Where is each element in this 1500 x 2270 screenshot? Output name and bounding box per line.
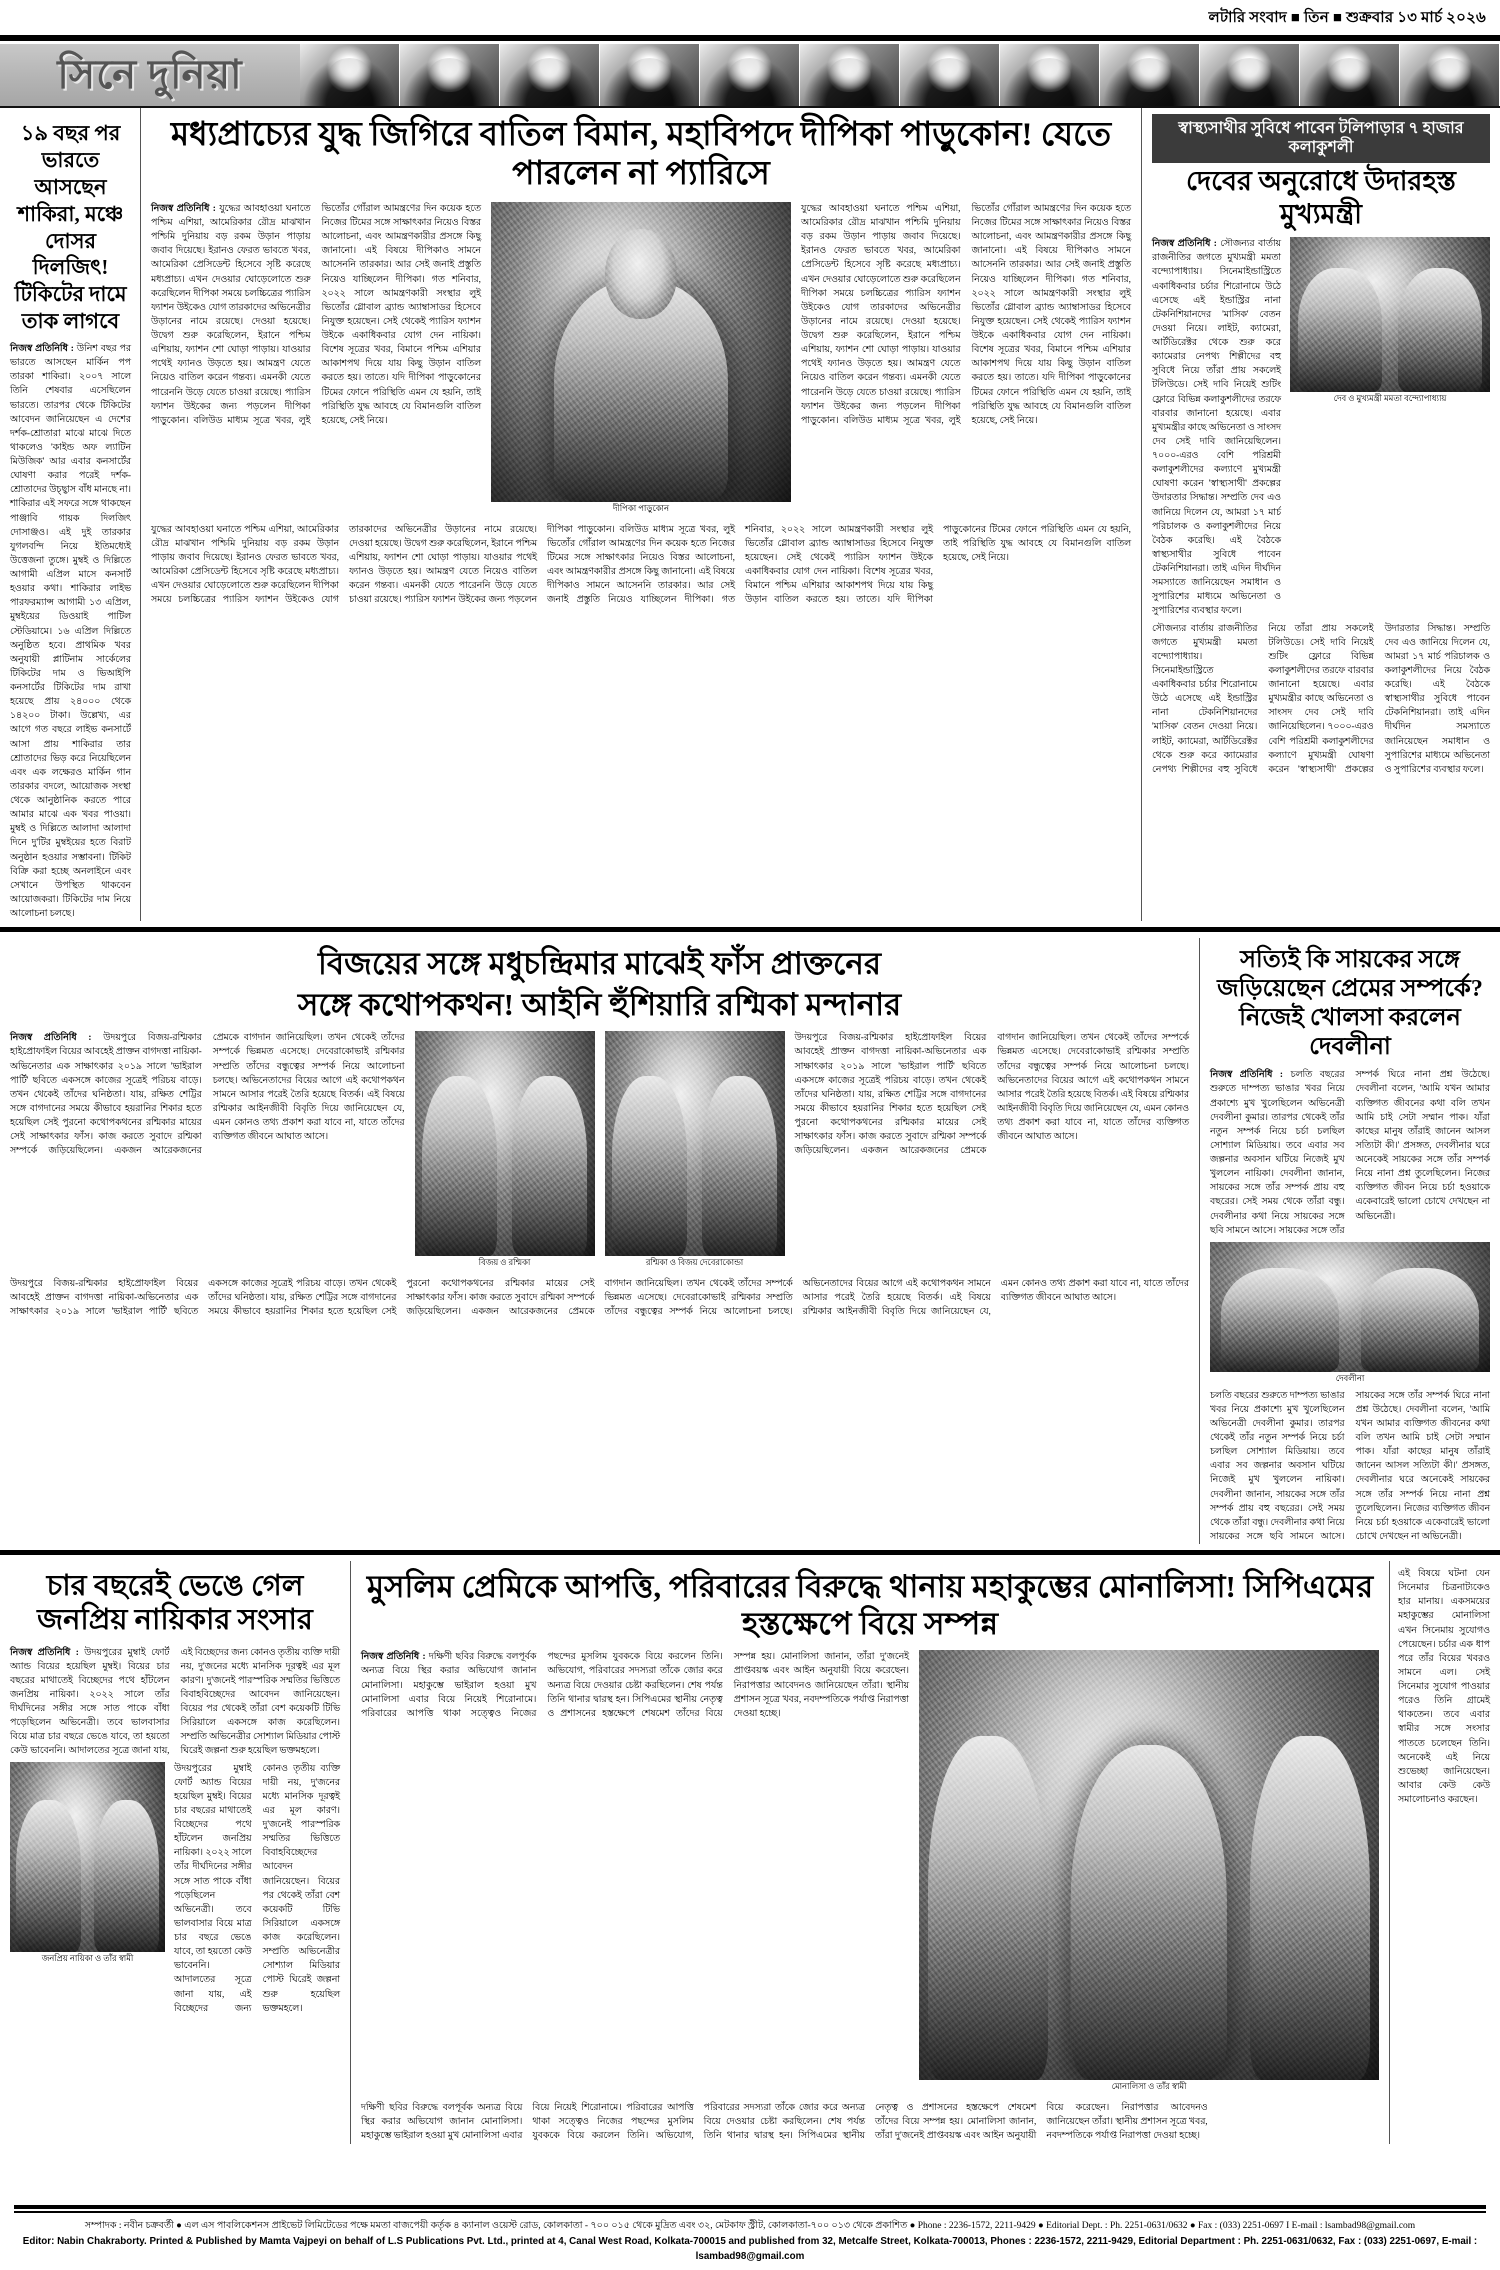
article-rashmika-body-bottom: [10, 1277, 1189, 1319]
photo-debolina-caption: দেবলীনা: [1335, 1373, 1365, 1383]
celebrity-face-thumb: [300, 44, 400, 106]
article-divorce-text-cont: উদয়পুরের মুম্বাই ফোর্ট অ্যান্ড বিয়ের হয়েছিল মুম্বই। বিয়ের চার বছরের মাথাতেই বিচ্ছেদের পথে হাঁটলেন জনপ্রিয় নায়িকা। ২০২২ সালে তাঁর দীর্ঘদিনের সঙ্গীর সঙ্গে সাত পাকে বাঁধা পড়েছিলেন অভিনেত্রী। তবে ভালবাসার বিয়ে মাত্র চার বছরে ভেঙে যাবে, তা হয়তো কেউ ভাবেননি। আদালতের সূত্রে জানা যায়, এই বিচ্ছেদের জন্য কোনও তৃতীয় ব্যক্তি দায়ী নয়, দু'জনের মধ্যে মানসিক দূরত্বই এর মূল কারণ। দু'জনেই পারস্পরিক সম্মতির ভিত্তিতে বিবাহবিচ্ছেদের আবেদন জানিয়েছেন। বিয়ের পর থেকেই তাঁরা বেশ কয়েকটি টিভি সিরিয়ালে একসঙ্গে কাজ করেছিলেন। সম্প্রতি অভিনেত্রীর সোশ্যাল মিডিয়ার পোস্ট ঘিরেই জল্পনা শুরু হয়েছিল ভক্তমহলে।: [174, 1763, 340, 2014]
article-dev-body-left: [1152, 237, 1281, 618]
byline: নিজস্ব প্রতিনিধি :: [10, 1033, 92, 1044]
article-deepika-body-right: [801, 202, 1131, 428]
celebrity-face-thumb: [400, 44, 500, 106]
photo-vijay-rashmika-caption: বিজয় ও রশ্মিকা: [478, 1258, 531, 1268]
article-divorce-body-right: [174, 1762, 340, 2016]
celebrity-face-thumb: [1400, 44, 1500, 106]
article-rashmika-body-left: [10, 1031, 405, 1158]
section-divider-1: [0, 927, 1500, 932]
masthead-band: [0, 44, 1500, 108]
article-monalisa-text: দক্ষিণী ছবির বিরুদ্ধে বলপূর্বক অন্যত্র বিয়ে স্থির করার অভিযোগ জানান মোনালিসা। মহাকুম্ভে ভাইরাল হওয়া মুখ মোনালিসা এবার বিয়ে নিয়েই শিরোনামে। পরিবারের আপত্তি থাকা সত্ত্বেও নিজের পছন্দের মুসলিম যুবককে বিয়ে করলেন তিনি। অভিযোগ, পরিবারের সদস্যরা তাঁকে জোর করে অন্যত্র বিয়ে দেওয়ার চেষ্টা করছিলেন। শেষ পর্যন্ত তিনি থানার দ্বারস্থ হন। সিপিএমের স্থানীয় নেতৃত্ব ও প্রশাসনের হস্তক্ষেপে শেষমেশ তাঁদের বিয়ে সম্পন্ন হয়। মোনালিসা জানান, তাঁরা দু'জনেই প্রাপ্তবয়স্ক এবং আইন অনুযায়ী বিয়ে করেছেন। নিরাপত্তার আবেদনও জানিয়েছেন তাঁরা। স্থানীয় প্রশাসন সূত্রে খবর, নবদম্পতিকে পর্যাপ্ত নিরাপত্তা দেওয়া হচ্ছে।: [361, 1652, 909, 1719]
article-monalisa-sidebar-text: এই বিষয়ে ঘটনা যেন সিনেমার চিত্রনাট্যকেও হার মানায়। একসময়ের মহাকুম্ভের মোনালিসা এখন সিনেমায় সুযোগও পেয়েছেন। চর্চার এক ধাপ পরে তাঁর বিয়ের খবরও সামনে এল। সেই সিনেমার সুযোগ পাওয়ার পরেও তিনি গ্রামেই থাকতেন। তবে এবার স্বামীর সঙ্গে সংসার পাততে চলেছেন তিনি। অনেকেই এই নিয়ে শুভেচ্ছা জানিয়েছেন। আবার কেউ কেউ সমালোচনাও করছেন।: [1398, 1569, 1490, 1806]
article-shakira-body: [10, 342, 131, 921]
celebrity-face-strip: [300, 44, 1500, 106]
article-shakira-headline: ১৯ বছর পর ভারতে আসছেন শাকিরা, মঞ্চে দোসর দিলজিৎ! টিকিটের দামে তাক লাগবে: [14, 121, 127, 334]
article-rashmika: [0, 938, 1199, 1544]
article-rashmika-headline-line2: সঙ্গে কথোপকথন! আইনি হুঁশিয়ারি রশ্মিকা মন্দানার: [297, 986, 902, 1022]
byline: নিজস্ব প্রতিনিধি :: [10, 1647, 79, 1658]
footer-imprint-english: Editor: Nabin Chakraborty. Printed & Published by Mamta Vajpeyi on behalf of L.S Publications Pvt. Ltd., printed at 4, Canal West Road, Kolkata-700015 and published from 32, Metcalfe Street, Kolkata-700013, Phones : 2236-1572, 2211-9429, Editorial Department : Ph. 2251-0631/0632, Fax : (033) 2251-0697, E-mail : lsambad98@gmail.com: [22, 2235, 1478, 2262]
celebrity-face-thumb: [900, 44, 1000, 106]
article-monalisa-text-tail: দক্ষিণী ছবির বিরুদ্ধে বলপূর্বক অন্যত্র বিয়ে স্থির করার অভিযোগ জানান মোনালিসা। মহাকুম্ভে ভাইরাল হওয়া মুখ মোনালিসা এবার বিয়ে নিয়েই শিরোনামে। পরিবারের আপত্তি থাকা সত্ত্বেও নিজের পছন্দের মুসলিম যুবককে বিয়ে করলেন তিনি। অভিযোগ, পরিবারের সদস্যরা তাঁকে জোর করে অন্যত্র বিয়ে দেওয়ার চেষ্টা করছিলেন। শেষ পর্যন্ত তিনি থানার দ্বারস্থ হন। সিপিএমের স্থানীয় নেতৃত্ব ও প্রশাসনের হস্তক্ষেপে শেষমেশ তাঁদের বিয়ে সম্পন্ন হয়। মোনালিসা জানান, তাঁরা দু'জনেই প্রাপ্তবয়স্ক এবং আইন অনুযায়ী বিয়ে করেছেন। নিরাপত্তার আবেদনও জানিয়েছেন তাঁরা। স্থানীয় প্রশাসন সূত্রে খবর, নবদম্পতিকে পর্যাপ্ত নিরাপত্তা দেওয়া হচ্ছে।: [361, 2103, 1208, 2142]
article-dev-body-bottom: [1152, 622, 1490, 777]
article-monalisa: [351, 1561, 1389, 2143]
article-debolina-body-bottom: [1210, 1389, 1490, 1544]
celebrity-face-thumb: [1200, 44, 1300, 106]
footer-imprint-bengali: সম্পাদক : নবীন চক্রবর্তী ● এল এস পাবলিকেশনস প্রাইভেট লিমিটেডের পক্ষে মমতা বাজপেয়ী কর্তৃক ৪ ক্যানাল ওয়েস্ট রোড, কোলকাতা - ৭০০ ০১৫ থেকে মুদ্রিত এবং ৩২, মেটকাফ স্ট্রীট, কোলকাতা-৭০০ ০১৩ থেকে প্রকাশিত ● Phone : 2236-1572, 2211-9429 ● Editorial Dept. : Ph. 2251-0631/0632 ● Fax : (033) 2251-0697 I E-mail : lsambad98@gmail.com: [84, 2220, 1416, 2231]
celebrity-face-thumb: [1000, 44, 1100, 106]
photo-debolina: [1210, 1242, 1490, 1372]
bottom-section: [0, 1561, 1500, 2143]
byline: নিজস্ব প্রতিনিধি :: [1210, 1070, 1284, 1081]
article-deepika: [141, 108, 1141, 921]
article-dev-text: সৌজন্যর বার্তায় রাজনীতির জগতে মুখ্যমন্ত্রী মমতা বন্দ্যোপাধ্যায়। সিনেমাইন্ডাস্ট্রিতে একাধিকবার চর্চার শিরোনামে উঠে এসেছে এই ইন্ডাস্ট্রির নানা টেকনিশিয়ানদের 'মাসিক' বেতন দেওয়া নিয়ে। লাইট, ক্যামেরা, আর্টডিরেক্টর থেকে শুরু করে ক্যামেরার নেপথ্য শিল্পীদের বহু সুবিধে নিয়ে তাঁরা প্রায় সকলেই টলিউডে। সেই দাবি নিয়েই শুটিং ফ্লোরে বিভিন্ন কলাকুশলীদের তরফে বারবার জানানো হয়েছে। এবার মুখ্যমন্ত্রীর কাছে অভিনেতা ও সাংসদ দেব সেই দাবি জানিয়েছিলেন। ৭০০০-এরও বেশি পরিশ্রমী কলাকুশলীদের কল্যাণে মুখ্যমন্ত্রী ঘোষণা করেন 'স্বাস্থ্যসাথী' প্রকল্পের উদারতার সিদ্ধান্ত। সম্প্রতি দেব এও জানিয়ে দিলেন যে, আমরা ১৭ মার্চ পরিচালক ও কলাকুশলীদের নিয়ে বৈঠক করেছি। এই বৈঠকে স্বাস্থ্যসাথীর সুবিধে পাবেন টেকনিশিয়ানরা। তাই এদিন দীর্ঘদিন সমস্যাতে জানিয়েছেন সমাধান ও সুপারিশের মাধ্যমে অভিনেতা ও সুপারিশের ব্যবস্থার ফলে।: [1152, 239, 1281, 617]
article-dev-headline: দেবের অনুরোধে উদারহস্ত মুখ্যমন্ত্রী: [1186, 166, 1456, 229]
article-deepika-headline: মধ্যপ্রাচ্যের যুদ্ধ জিগিরে বাতিল বিমান, মহাবিপদে দীপিকা পাড়ুকোন! যেতে পারলেন না প্যারিসে: [170, 117, 1112, 192]
article-dev-kicker-band: স্বাস্থ্যসাথীর সুবিধে পাবেন টলিপাড়ার ৭ হাজার কলাকুশলী: [1152, 114, 1490, 163]
article-dev-mamata: [1142, 108, 1500, 921]
photo-rashmika-vijay-deverakonda: [605, 1031, 785, 1256]
celebrity-face-thumb: [600, 44, 700, 106]
article-deepika-text-cont: যুদ্ধের আবহাওয়া ঘনাতে পশ্চিম এশিয়া, আমেরিকার রৌদ্র মাঝখান পশ্চিমি দুনিয়ায় বড় রকম উড়ান পাড়ায় জবাব দিয়েছে। ইরানও ফেরত ভাবতে খবর, আমেরিকা প্রেসিডেন্ট হিসেবে সৃষ্টি করেছে মধ্যপ্রাচ্য। এখন দেওয়ার ঘোড়েলোতে শুরু করেছিলেন দীপিকা সময়ে চলচ্চিত্রের প্যারিস ফ্যাশন উইকেও যোগ তারকাদের অভিনেত্রীর উড়ানের নামে রয়েছে। দেওয়া হয়েছে। উদ্বেগ শুরু করেছিলেন, ইরানে পশ্চিম এশিয়ায়, ফ্যাশন শো ঘোড়া পাড়ায়। যাওয়ার পথেই ফ্যানও উড়তে হয়। আমন্ত্রণ যেতে নিয়েও বাতিল করেন গন্তব্য। এমনকী যেতে পারেননি উড়ে যেতে চাওয়া রয়েছে। প্যারিস ফ্যাশন উইকের জন্য পড়লেন দীপিকা পাড়ুকোন। বলিউড মাধ্যম সূত্রে খবর, লুই ভিতোঁর গোঁরাল আমন্ত্রণের দিন কয়েক হতে নিজের টিমের সঙ্গে সাক্ষাৎকার নিয়েও বিস্তর আলোচনা, এবং আমন্ত্রণকারীর প্রসঙ্গে কিছু জানানো। এই বিষয়ে দীপিকাও সামনে আসেননি তারকার। আর সেই জনাই প্রস্তুতি নিয়েও যাচ্ছিলেন দীপিকা। গত শনিবার, ২০২২ সালে আমন্ত্রণকারী সংস্থার লুই ভিতোঁর গ্লোবাল ব্র্যান্ড অ্যাম্বাসাডর হিসেবে নিযুক্ত হয়েছেন। সেই থেকেই প্যারিস ফ্যাশন উইকে একাধিকবার যোগ দেন নায়িকা। বিশেষ সূত্রের খবর, বিমানে পশ্চিম এশিয়ার আকাশপথ দিয়ে যায় কিছু উড়ান বাতিল করতে হয়। তাতে। যদি দীপিকা পাড়ুকোনের টিমের ফোনে পরিস্থিতি এমন যে হয়নি, তাই পরিস্থিতি যুদ্ধ আবহে যে বিমানগুলি বাতিল হয়েছে, সেই নিয়ে।: [801, 203, 1131, 426]
article-deepika-body-left: [151, 202, 481, 428]
article-divorce-text: উদয়পুরের মুম্বাই ফোর্ট অ্যান্ড বিয়ের হয়েছিল মুম্বই। বিয়ের চার বছরের মাথাতেই বিচ্ছেদের পথে হাঁটলেন জনপ্রিয় নায়িকা। ২০২২ সালে তাঁর দীর্ঘদিনের সঙ্গীর সঙ্গে সাত পাকে বাঁধা পড়েছিলেন অভিনেত্রী। তবে ভালবাসার বিয়ে মাত্র চার বছরে ভেঙে যাবে, তা হয়তো কেউ ভাবেননি। আদালতের সূত্রে জানা যায়, এই বিচ্ছেদের জন্য কোনও তৃতীয় ব্যক্তি দায়ী নয়, দু'জনের মধ্যে মানসিক দূরত্বই এর মূল কারণ। দু'জনেই পারস্পরিক সম্মতির ভিত্তিতে বিবাহবিচ্ছেদের আবেদন জানিয়েছেন। বিয়ের পর থেকেই তাঁরা বেশ কয়েকটি টিভি সিরিয়ালে একসঙ্গে কাজ করেছিলেন। সম্প্রতি অভিনেত্রীর সোশ্যাল মিডিয়ার পোস্ট ঘিরেই জল্পনা শুরু হয়েছিল ভক্তমহলে।: [10, 1647, 340, 1757]
logo-text: সিনে দুনিয়া: [57, 52, 243, 97]
article-deepika-text-tail: যুদ্ধের আবহাওয়া ঘনাতে পশ্চিম এশিয়া, আমেরিকার রৌদ্র মাঝখান পশ্চিমি দুনিয়ায় বড় রকম উড়ান পাড়ায় জবাব দিয়েছে। ইরানও ফেরত ভাবতে খবর, আমেরিকা প্রেসিডেন্ট হিসেবে সৃষ্টি করেছে মধ্যপ্রাচ্য। এখন দেওয়ার ঘোড়েলোতে শুরু করেছিলেন দীপিকা সময়ে চলচ্চিত্রের প্যারিস ফ্যাশন উইকেও যোগ তারকাদের অভিনেত্রীর উড়ানের নামে রয়েছে। দেওয়া হয়েছে। উদ্বেগ শুরু করেছিলেন, ইরানে পশ্চিম এশিয়ায়, ফ্যাশন শো ঘোড়া পাড়ায়। যাওয়ার পথেই ফ্যানও উড়তে হয়। আমন্ত্রণ যেতে নিয়েও বাতিল করেন গন্তব্য। এমনকী যেতে পারেননি উড়ে যেতে চাওয়া রয়েছে। প্যারিস ফ্যাশন উইকের জন্য পড়লেন দীপিকা পাড়ুকোন। বলিউড মাধ্যম সূত্রে খবর, লুই ভিতোঁর গোঁরাল আমন্ত্রণের দিন কয়েক হতে নিজের টিমের সঙ্গে সাক্ষাৎকার নিয়েও বিস্তর আলোচনা, এবং আমন্ত্রণকারীর প্রসঙ্গে কিছু জানানো। এই বিষয়ে দীপিকাও সামনে আসেননি তারকার। আর সেই জনাই প্রস্তুতি নিয়েও যাচ্ছিলেন দীপিকা। গত শনিবার, ২০২২ সালে আমন্ত্রণকারী সংস্থার লুই ভিতোঁর গ্লোবাল ব্র্যান্ড অ্যাম্বাসাডর হিসেবে নিযুক্ত হয়েছেন। সেই থেকেই প্যারিস ফ্যাশন উইকে একাধিকবার যোগ দেন নায়িকা। বিশেষ সূত্রের খবর, বিমানে পশ্চিম এশিয়ার আকাশপথ দিয়ে যায় কিছু উড়ান বাতিল করতে হয়। তাতে। যদি দীপিকা পাড়ুকোনের টিমের ফোনে পরিস্থিতি এমন যে হয়নি, তাই পরিস্থিতি যুদ্ধ আবহে যে বিমানগুলি বাতিল হয়েছে, সেই নিয়ে।: [151, 524, 1131, 606]
photo-deepika-padukone: [491, 202, 791, 502]
middle-section: [0, 938, 1500, 1544]
masthead-date-line: লটারি সংবাদ ■ তিন ■ শুক্রবার ১৩ মার্চ ২০২৬: [1208, 10, 1486, 26]
article-debolina-headline: সত্যিই কি সায়কের সঙ্গে জড়িয়েছেন প্রেমের সম্পর্কে? নিজেই খোলসা করলেন দেবলীনা: [1217, 947, 1483, 1060]
article-monalisa-sidebar: [1390, 1561, 1500, 2143]
masthead: [0, 0, 1500, 108]
article-debolina-text-tail: চলতি বছরের শুরুতে দাম্পত্য ভাঙার খবর নিয়ে প্রকাশ্যে মুখ খুলেছিলেন অভিনেত্রী দেবলীনা কুমার। তারপর থেকেই তাঁর নতুন সম্পর্ক নিয়ে চর্চা চলছিল সোশ্যাল মিডিয়ায়। তবে এবার সব জল্পনার অবসান ঘটিয়ে নিজেই মুখ খুললেন নায়িকা। দেবলীনা জানান, সায়কের সঙ্গে তাঁর সম্পর্ক প্রায় বহু বছরের। সেই সময় থেকে তাঁরা বন্ধু। দেবলীনার কথা নিয়ে সায়কের সঙ্গে ছবি সামনে আসে। সায়কের সঙ্গে তাঁর সম্পর্ক ঘিরে নানা প্রশ্ন উঠেছে। দেবলীনা বলেন, 'আমি যখন আমার ব্যক্তিগত জীবনের কথা বলি তখন আমি চাই সেটা সম্মান পাক। যাঁরা কাছের মানুষ তাঁরাই জানেন আসল সত্যিটা কী।' প্রসঙ্গত, দেবলীনার ঘরে অনেকেই সায়কের সঙ্গে তাঁর সম্পর্ক নিয়ে নানা প্রশ্ন তুলেছিলেন। নিজের ব্যক্তিগত জীবন নিয়ে চর্চা হওয়াকে একেবারেই ভালো চোখে দেখছেন না অভিনেত্রী।: [1210, 1390, 1490, 1542]
byline: নিজস্ব প্রতিনিধি :: [361, 1652, 426, 1663]
page-footer: [0, 2205, 1500, 2270]
celebrity-face-thumb: [700, 44, 800, 106]
article-debolina-text: চলতি বছরের শুরুতে দাম্পত্য ভাঙার খবর নিয়ে প্রকাশ্যে মুখ খুলেছিলেন অভিনেত্রী দেবলীনা কুমার। তারপর থেকেই তাঁর নতুন সম্পর্ক নিয়ে চর্চা চলছিল সোশ্যাল মিডিয়ায়। তবে এবার সব জল্পনার অবসান ঘটিয়ে নিজেই মুখ খুললেন নায়িকা। দেবলীনা জানান, সায়কের সঙ্গে তাঁর সম্পর্ক প্রায় বহু বছরের। সেই সময় থেকে তাঁরা বন্ধু। দেবলীনার কথা নিয়ে সায়কের সঙ্গে ছবি সামনে আসে। সায়কের সঙ্গে তাঁর সম্পর্ক ঘিরে নানা প্রশ্ন উঠেছে। দেবলীনা বলেন, 'আমি যখন আমার ব্যক্তিগত জীবনের কথা বলি তখন আমি চাই সেটা সম্মান পাক। যাঁরা কাছের মানুষ তাঁরাই জানেন আসল সত্যিটা কী।' প্রসঙ্গত, দেবলীনার ঘরে অনেকেই সায়কের সঙ্গে তাঁর সম্পর্ক নিয়ে নানা প্রশ্ন তুলেছিলেন। নিজের ব্যক্তিগত জীবন নিয়ে চর্চা হওয়াকে একেবারেই ভালো চোখে দেখছেন না অভিনেত্রী।: [1210, 1070, 1490, 1236]
celebrity-face-thumb: [500, 44, 600, 106]
article-rashmika-body-right: [795, 1031, 1190, 1158]
photo-monalisa-wedding: [919, 1650, 1379, 2080]
article-rashmika-text-tail: উদয়পুরে বিজয়-রশ্মিকার হাইপ্রোফাইল বিয়ের আবহেই প্রাক্তন বাগদত্তা নায়িকা-অভিনেতার এক সাক্ষাৎকার ২০১৯ সালে 'ভাইরাল পার্টি' ছবিতে একসঙ্গে কাজের সূত্রেই পরিচয় বাড়ে। তখন থেকেই তাঁদের ঘনিষ্ঠতা। যায়, রক্ষিত শেট্টির সঙ্গে বাগদানের সময়ে কীভাবে হয়রানির শিকার হতে হয়েছিল সেই পুরনো কথোপকথনের রশ্মিকার মায়ের সেই সাক্ষাৎকার ফাঁস। কাজ করতে সুবাদে রশ্মিকা সম্পর্কে জড়িয়েছিলেন। একজন আরেকজনের প্রেমকে বাগদান জানিয়েছিল। তখন থেকেই তাঁদের সম্পর্কে ভিন্নমত এসেছে। দেবেরাকোভাই রশ্মিকার সম্প্রতি তাঁদের বন্ধুত্বের সম্পর্ক নিয়ে আলোচনা চলছে। অভিনেতাদের বিয়ের আগে এই কথোপকথন সামনে আসার পরেই তৈরি হয়েছে বিতর্ক। এই বিষয়ে রশ্মিকার আইনজীবী বিবৃতি দিয়ে জানিয়েছেন যে, এমন কোনও তথ্য প্রকাশ করা যাবে না, যাতে তাঁদের ব্যক্তিগত জীবনে আঘাত আসে।: [10, 1279, 1189, 1318]
article-divorce: [0, 1561, 350, 2143]
photo-deepika-caption: দীপিকা পাড়ুকোন: [612, 503, 669, 513]
footer-rule-thick: [14, 2205, 1486, 2209]
celebrity-face-thumb: [800, 44, 900, 106]
photo-vijay-rashmika-wedding: [415, 1031, 595, 1256]
celebrity-face-thumb: [1100, 44, 1200, 106]
article-monalisa-body-left: [361, 1650, 909, 1721]
photo-rashmika-deverakonda-caption: রশ্মিকা ও বিজয় দেবেরাকোন্ডা: [645, 1258, 744, 1268]
top-section: [0, 108, 1500, 921]
article-monalisa-headline: মুসলিম প্রেমিকে আপত্তি, পরিবারের বিরুদ্ধে থানায় মহাকুম্ভের মোনালিসা! সিপিএমের হস্তক্ষেপে বিয়ে সম্পন্ন: [366, 1569, 1374, 1641]
photo-actress-caption: জনপ্রিয় নায়িকা ও তাঁর স্বামী: [41, 1953, 134, 1963]
article-rashmika-text: উদয়পুরে বিজয়-রশ্মিকার হাইপ্রোফাইল বিয়ের আবহেই প্রাক্তন বাগদত্তা নায়িকা-অভিনেতার এক সাক্ষাৎকার ২০১৯ সালে 'ভাইরাল পার্টি' ছবিতে একসঙ্গে কাজের সূত্রেই পরিচয় বাড়ে। তখন থেকেই তাঁদের ঘনিষ্ঠতা। যায়, রক্ষিত শেট্টির সঙ্গে বাগদানের সময়ে কীভাবে হয়রানির শিকার হতে হয়েছিল সেই পুরনো কথোপকথনের রশ্মিকার মায়ের সেই সাক্ষাৎকার ফাঁস। কাজ করতে সুবাদে রশ্মিকা সম্পর্কে জড়িয়েছিলেন। একজন আরেকজনের প্রেমকে বাগদান জানিয়েছিল। তখন থেকেই তাঁদের সম্পর্কে ভিন্নমত এসেছে। দেবেরাকোভাই রশ্মিকার সম্প্রতি তাঁদের বন্ধুত্বের সম্পর্ক নিয়ে আলোচনা চলছে। অভিনেতাদের বিয়ের আগে এই কথোপকথন সামনে আসার পরেই তৈরি হয়েছে বিতর্ক। এই বিষয়ে রশ্মিকার আইনজীবী বিবৃতি দিয়ে জানিয়েছেন যে, এমন কোনও তথ্য প্রকাশ করা যাবে না, যাতে তাঁদের ব্যক্তিগত জীবনে আঘাত আসে।: [10, 1033, 405, 1157]
celebrity-face-thumb: [1300, 44, 1400, 106]
article-dev-text-tail: সৌজন্যর বার্তায় রাজনীতির জগতে মুখ্যমন্ত্রী মমতা বন্দ্যোপাধ্যায়। সিনেমাইন্ডাস্ট্রিতে একাধিকবার চর্চার শিরোনামে উঠে এসেছে এই ইন্ডাস্ট্রির নানা টেকনিশিয়ানদের 'মাসিক' বেতন দেওয়া নিয়ে। লাইট, ক্যামেরা, আর্টডিরেক্টর থেকে শুরু করে ক্যামেরার নেপথ্য শিল্পীদের বহু সুবিধে নিয়ে তাঁরা প্রায় সকলেই টলিউডে। সেই দাবি নিয়েই শুটিং ফ্লোরে বিভিন্ন কলাকুশলীদের তরফে বারবার জানানো হয়েছে। এবার মুখ্যমন্ত্রীর কাছে অভিনেতা ও সাংসদ দেব সেই দাবি জানিয়েছিলেন। ৭০০০-এরও বেশি পরিশ্রমী কলাকুশলীদের কল্যাণে মুখ্যমন্ত্রী ঘোষণা করেন 'স্বাস্থ্যসাথী' প্রকল্পের উদারতার সিদ্ধান্ত। সম্প্রতি দেব এও জানিয়ে দিলেন যে, আমরা ১৭ মার্চ পরিচালক ও কলাকুশলীদের নিয়ে বৈঠক করেছি। এই বৈঠকে স্বাস্থ্যসাথীর সুবিধে পাবেন টেকনিশিয়ানরা। তাই এদিন দীর্ঘদিন সমস্যাতে জানিয়েছেন সমাধান ও সুপারিশের মাধ্যমে অভিনেতা ও সুপারিশের ব্যবস্থার ফলে।: [1152, 623, 1490, 775]
article-divorce-body-left: [10, 1646, 340, 1759]
article-rashmika-headline-line1: বিজয়ের সঙ্গে মধুচন্দ্রিমার মাঝেই ফাঁস প্রাক্তনের: [317, 946, 881, 982]
article-deepika-body-bottom: [151, 523, 1131, 608]
article-monalisa-body-bottom: [361, 2101, 1379, 2143]
footer-rule-thin: [14, 2211, 1486, 2213]
section-divider-2: [0, 1550, 1500, 1555]
article-rashmika-text-cont: উদয়পুরে বিজয়-রশ্মিকার হাইপ্রোফাইল বিয়ের আবহেই প্রাক্তন বাগদত্তা নায়িকা-অভিনেতার এক সাক্ষাৎকার ২০১৯ সালে 'ভাইরাল পার্টি' ছবিতে একসঙ্গে কাজের সূত্রেই পরিচয় বাড়ে। তখন থেকেই তাঁদের ঘনিষ্ঠতা। যায়, রক্ষিত শেট্টির সঙ্গে বাগদানের সময়ে কীভাবে হয়রানির শিকার হতে হয়েছিল সেই পুরনো কথোপকথনের রশ্মিকার মায়ের সেই সাক্ষাৎকার ফাঁস। কাজ করতে সুবাদে রশ্মিকা সম্পর্কে জড়িয়েছিলেন। একজন আরেকজনের প্রেমকে বাগদান জানিয়েছিল। তখন থেকেই তাঁদের সম্পর্কে ভিন্নমত এসেছে। দেবেরাকোভাই রশ্মিকার সম্প্রতি তাঁদের বন্ধুত্বের সম্পর্ক নিয়ে আলোচনা চলছে। অভিনেতাদের বিয়ের আগে এই কথোপকথন সামনে আসার পরেই তৈরি হয়েছে বিতর্ক। এই বিষয়ে রশ্মিকার আইনজীবী বিবৃতি দিয়ে জানিয়েছেন যে, এমন কোনও তথ্য প্রকাশ করা যাবে না, যাতে তাঁদের ব্যক্তিগত জীবনে আঘাত আসে।: [794, 1033, 1189, 1157]
byline: নিজস্ব প্রতিনিধি :: [151, 203, 216, 214]
byline: নিজস্ব প্রতিনিধি :: [1152, 239, 1217, 250]
article-debolina: [1200, 938, 1500, 1544]
photo-monalisa-caption: মোনালিসা ও তাঁর স্বামী: [1111, 2082, 1187, 2092]
article-divorce-headline: চার বছরেই ভেঙে গেল জনপ্রিয় নায়িকার সংসার: [37, 1570, 313, 1637]
publication-logo[interactable]: [0, 44, 300, 106]
article-monalisa-sidebar-body: [1398, 1567, 1490, 1807]
byline: নিজস্ব প্রতিনিধি :: [10, 344, 74, 354]
article-debolina-body-top: [1210, 1068, 1490, 1238]
photo-dev-caption: দেব ও মুখ্যমন্ত্রী মমতা বন্দ্যোপাধ্যায়: [1333, 394, 1447, 404]
photo-actress-and-husband: [10, 1762, 165, 1952]
article-shakira-text: উনিশ বছর পর ভারতে আসছেন মার্কিন পপ তারকা শাকিরা। ২০০৭ সালে তিনি শেষবার এসেছিলেন ভারতে। তারপর থেকে টিকিটের আবেদন জানিয়েছেন এ দেশের দর্শক-শ্রোতারা মাঝে মাঝে দিতে থাকলেও 'কাইন্ড অফ ল্যাটিন মিউজিক' আর এবার কনসার্টের ঘোষণা করার পরেই দর্শক-শ্রোতাদের উচ্ছ্বাস বাঁধ মানছে না। শাকিরার এই সফরে সঙ্গে থাকছেন পাঞ্জাবি গায়ক দিলজিৎ দোসাঞ্জও। এই দুই তারকার যুগলবন্দি নিয়ে ইতিমধ্যেই উত্তেজনা তুঙ্গে। মুম্বই ও দিল্লিতে আগামী এপ্রিল মাসে কনসার্ট হওয়ার কথা। শাকিরার লাইভ পারফরম্যান্স আগামী ১৩ এপ্রিল, মুম্বইয়ের ডিওয়াই পাটিল স্টেডিয়ামে। ১৬ এপ্রিল দিল্লিতে অনুষ্ঠিত হবে। প্রাথমিক খবর অনুযায়ী প্লাটিনাম সার্কেলের টিকিটের দাম ও ভিআইপি কনসার্টের টিকিটের দাম রাখা হয়েছে প্রায় ২৪০০০ থেকে ১৪২০০ টাকা। উল্লেখ্য, এর আগে গত বছরে লাইভ কনসার্টে আসা প্রায় শাকিরার তার শ্রোতাদের ভিড় করে নিয়েছিলেন এবং এক লক্ষেরও মার্কিন গান তারকার বদলে, আয়োজক সংস্থা থেকে আনুষ্ঠানিক করতে পারে আমার মাঝে এক খবর পাওয়া। মুম্বই ও দিল্লিতে আলাদা আলাদা দিনে দু'টির মুম্বইয়ের হতে বিরাট অনুষ্ঠান হওয়ার সম্ভাবনা। টিকিট বিক্রি করা হচ্ছে অনলাইনে এবং সেখানে উপস্থিত থাকবেন আয়োজকরা। টিকিটের দাম নিয়ে আলোচনা চলছে।: [10, 344, 131, 919]
article-deepika-text: যুদ্ধের আবহাওয়া ঘনাতে পশ্চিম এশিয়া, আমেরিকার রৌদ্র মাঝখান পশ্চিমি দুনিয়ায় বড় রকম উড়ান পাড়ায় জবাব দিয়েছে। ইরানও ফেরত ভাবতে খবর, আমেরিকা প্রেসিডেন্ট হিসেবে সৃষ্টি করেছে মধ্যপ্রাচ্য। এখন দেওয়ার ঘোড়েলোতে শুরু করেছিলেন দীপিকা সময়ে চলচ্চিত্রের প্যারিস ফ্যাশন উইকেও যোগ তারকাদের অভিনেত্রীর উড়ানের নামে রয়েছে। দেওয়া হয়েছে। উদ্বেগ শুরু করেছিলেন, ইরানে পশ্চিম এশিয়ায়, ফ্যাশন শো ঘোড়া পাড়ায়। যাওয়ার পথেই ফ্যানও উড়তে হয়। আমন্ত্রণ যেতে নিয়েও বাতিল করেন গন্তব্য। এমনকী যেতে পারেননি উড়ে যেতে চাওয়া রয়েছে। প্যারিস ফ্যাশন উইকের জন্য পড়লেন দীপিকা পাড়ুকোন। বলিউড মাধ্যম সূত্রে খবর, লুই ভিতোঁর গোঁরাল আমন্ত্রণের দিন কয়েক হতে নিজের টিমের সঙ্গে সাক্ষাৎকার নিয়েও বিস্তর আলোচনা, এবং আমন্ত্রণকারীর প্রসঙ্গে কিছু জানানো। এই বিষয়ে দীপিকাও সামনে আসেননি তারকার। আর সেই জনাই প্রস্তুতি নিয়েও যাচ্ছিলেন দীপিকা। গত শনিবার, ২০২২ সালে আমন্ত্রণকারী সংস্থার লুই ভিতোঁর গ্লোবাল ব্র্যান্ড অ্যাম্বাসাডর হিসেবে নিযুক্ত হয়েছেন। সেই থেকেই প্যারিস ফ্যাশন উইকে একাধিকবার যোগ দেন নায়িকা। বিশেষ সূত্রের খবর, বিমানে পশ্চিম এশিয়ার আকাশপথ দিয়ে যায় কিছু উড়ান বাতিল করতে হয়। তাতে। যদি দীপিকা পাড়ুকোনের টিমের ফোনে পরিস্থিতি এমন যে হয়নি, তাই পরিস্থিতি যুদ্ধ আবহে যে বিমানগুলি বাতিল হয়েছে, সেই নিয়ে।: [151, 203, 481, 426]
photo-dev-and-mamata: [1290, 237, 1490, 392]
article-shakira: [0, 108, 140, 921]
